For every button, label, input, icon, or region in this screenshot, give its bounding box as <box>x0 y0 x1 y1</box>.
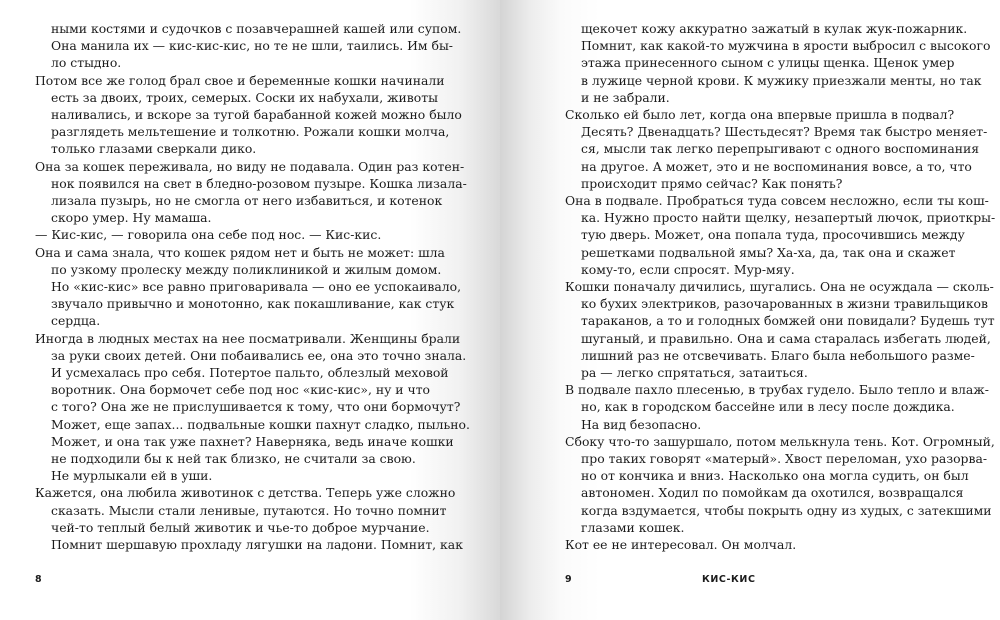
text-line: скоро умер. Ну мамаша. <box>51 210 212 226</box>
text-line: Она за кошек переживала, но виду не подавала. Один раз котен- <box>35 158 465 174</box>
text-line: ка. Нужно просто найти щелку, незапертый лючок, приоткры- <box>581 210 996 226</box>
text-line: шуганый, и правильно. Она и сама старалась избегать людей, <box>581 330 991 346</box>
right-page-text <box>565 20 996 553</box>
text-line: ло стыдно. <box>51 55 122 71</box>
right-page <box>500 0 1000 620</box>
page-number-left: 8 <box>35 574 43 585</box>
text-line: глазами кошек. <box>581 519 685 535</box>
text-line: по узкому пролеску между поликлиникой и жилым домом. <box>51 261 442 277</box>
text-line: Десять? Двенадцать? Шестьдесят? Время так быстро меняет- <box>581 124 988 140</box>
text-line: и не забрали. <box>581 89 670 105</box>
text-line: И усмехалась про себя. Потертое пальто, облезлый меховой <box>51 365 449 381</box>
text-line: с того? Она же не прислушивается к тому, что они бормочут? <box>51 399 461 415</box>
text-line: ся, мысли так легко перепрыгивают с одного воспоминания <box>581 141 980 157</box>
text-line: Не мурлыкали ей в уши. <box>51 468 213 484</box>
text-line: решетками подвальной ямы? Ха-ха, да, так она и скажет <box>581 244 956 260</box>
text-line: происходит прямо сейчас? Как понять? <box>581 175 843 191</box>
text-line: — Кис-кис, — говорила она себе под нос. — Кис-кис. <box>35 227 382 243</box>
text-line: нок появился на свет в бледно-розовом пузыре. Кошка лизала- <box>51 175 467 191</box>
text-line: сказать. Мысли стали ленивые, путаются. Но точно помнит <box>51 502 447 518</box>
text-line: Она и сама знала, что кошек рядом нет и быть не может: шла <box>35 244 445 260</box>
text-line: не подходили бы к ней так близко, не считали за свою. <box>51 451 416 467</box>
text-line: звучало привычно и монотонно, как покашливание, как стук <box>51 296 455 312</box>
text-line: кому-то, если спросят. Мур-мяу. <box>581 261 795 277</box>
text-line: Кажется, она любила животинок с детства. Теперь уже сложно <box>35 485 456 501</box>
text-line: тараканов, а то и голодных бомжей они повидали? Будешь тут <box>581 313 995 329</box>
text-line: автономен. Ходил по помойкам да охотился, возвращался <box>581 485 964 501</box>
text-line: ра — легко спрятаться, затаиться. <box>581 365 808 381</box>
text-line: воротник. Она бормочет себе под нос «кис-кис», ну и что <box>51 382 431 398</box>
text-line: но, как в городском бассейне или в лесу после дождика. <box>581 399 955 415</box>
text-line: разглядеть мельтешение и толкотню. Рожали кошки молча, <box>51 124 450 140</box>
text-line: про таких говорят «матерый». Хвост переломан, ухо разорва- <box>581 451 988 467</box>
text-line: Она в подвале. Пробраться туда совсем несложно, если ты кош- <box>565 193 989 209</box>
text-line: на другое. А может, это и не воспоминания вовсе, а то, что <box>581 158 972 174</box>
text-line: Иногда в людных местах на нее посматривали. Женщины брали <box>35 330 461 346</box>
text-line: Но «кис-кис» все равно приговаривала — оно ее успокаивало, <box>51 279 462 295</box>
text-line: В подвале пахло плесенью, в трубах гудело. Было тепло и влаж- <box>565 382 989 398</box>
text-line: когда вздумается, чтобы покрыть одну из худых, с затекшими <box>581 502 992 518</box>
text-line: тую дверь. Может, она попала туда, просочившись между <box>581 227 965 243</box>
text-line: Сбоку что-то зашуршало, потом мелькнула тень. Кот. Огромный, <box>565 433 995 449</box>
text-line: ко бухих электриков, разочарованных в жизни травильщиков <box>581 296 988 312</box>
text-line: Она манила их — кис-кис-кис, но те не шли, таились. Им бы- <box>51 38 453 54</box>
text-line: но от кончика и вниз. Насколько она могла судить, он был <box>581 468 969 484</box>
text-line: лизала пузырь, но не смогла от него избавиться, и котенок <box>51 193 443 209</box>
text-line: сердца. <box>51 313 101 329</box>
text-line: за руки своих детей. Они побаивались ее, она это точно знала. <box>51 347 467 363</box>
text-line: Сколько ей было лет, когда она впервые пришла в подвал? <box>565 107 955 123</box>
text-line: На вид безопасно. <box>581 416 702 432</box>
text-line: Может, и она так уже пахнет? Наверняка, ведь иначе кошки <box>51 433 454 449</box>
text-line: лишний раз не отсвечивать. Благо была небольшого разме- <box>581 347 975 363</box>
text-line: щекочет кожу аккуратно зажатый в кулак жук-пожарник. <box>581 21 968 36</box>
text-line: Может, еще запах... подвальные кошки пахнут сладко, пыльно. <box>51 416 470 432</box>
text-line: наливались, и вскоре за тугой барабанной кожей можно было <box>51 107 462 123</box>
text-line: Кошки поначалу дичились, шугались. Она не осуждала — сколь- <box>565 279 994 295</box>
text-line: Потом все же голод брал свое и беременные кошки начинали <box>35 72 445 88</box>
left-page-text <box>35 20 470 553</box>
text-line: ными костями и судочков с позавчерашней кашей или супом. <box>51 21 462 36</box>
text-line: только глазами сверкали дико. <box>51 141 257 157</box>
text-line: чей-то теплый белый животик и чье-то доброе мурчание. <box>51 519 430 535</box>
text-line: Помнит, как какой-то мужчина в ярости выбросил с высокого <box>581 38 991 54</box>
text-line: Кот ее не интересовал. Он молчал. <box>565 537 797 553</box>
text-line: есть за двоих, троих, семерых. Соски их набухали, животы <box>51 89 438 105</box>
running-head: КИС-КИС <box>702 574 756 585</box>
text-line: Помнит шершавую прохладу лягушки на ладони. Помнит, как <box>51 537 463 553</box>
text-line: в лужице черной крови. К мужику приезжали менты, но так <box>581 72 982 88</box>
page-number-right: 9 <box>565 574 573 585</box>
text-line: этажа принесенного сыном с улицы щенка. Щенок умер <box>581 55 955 71</box>
